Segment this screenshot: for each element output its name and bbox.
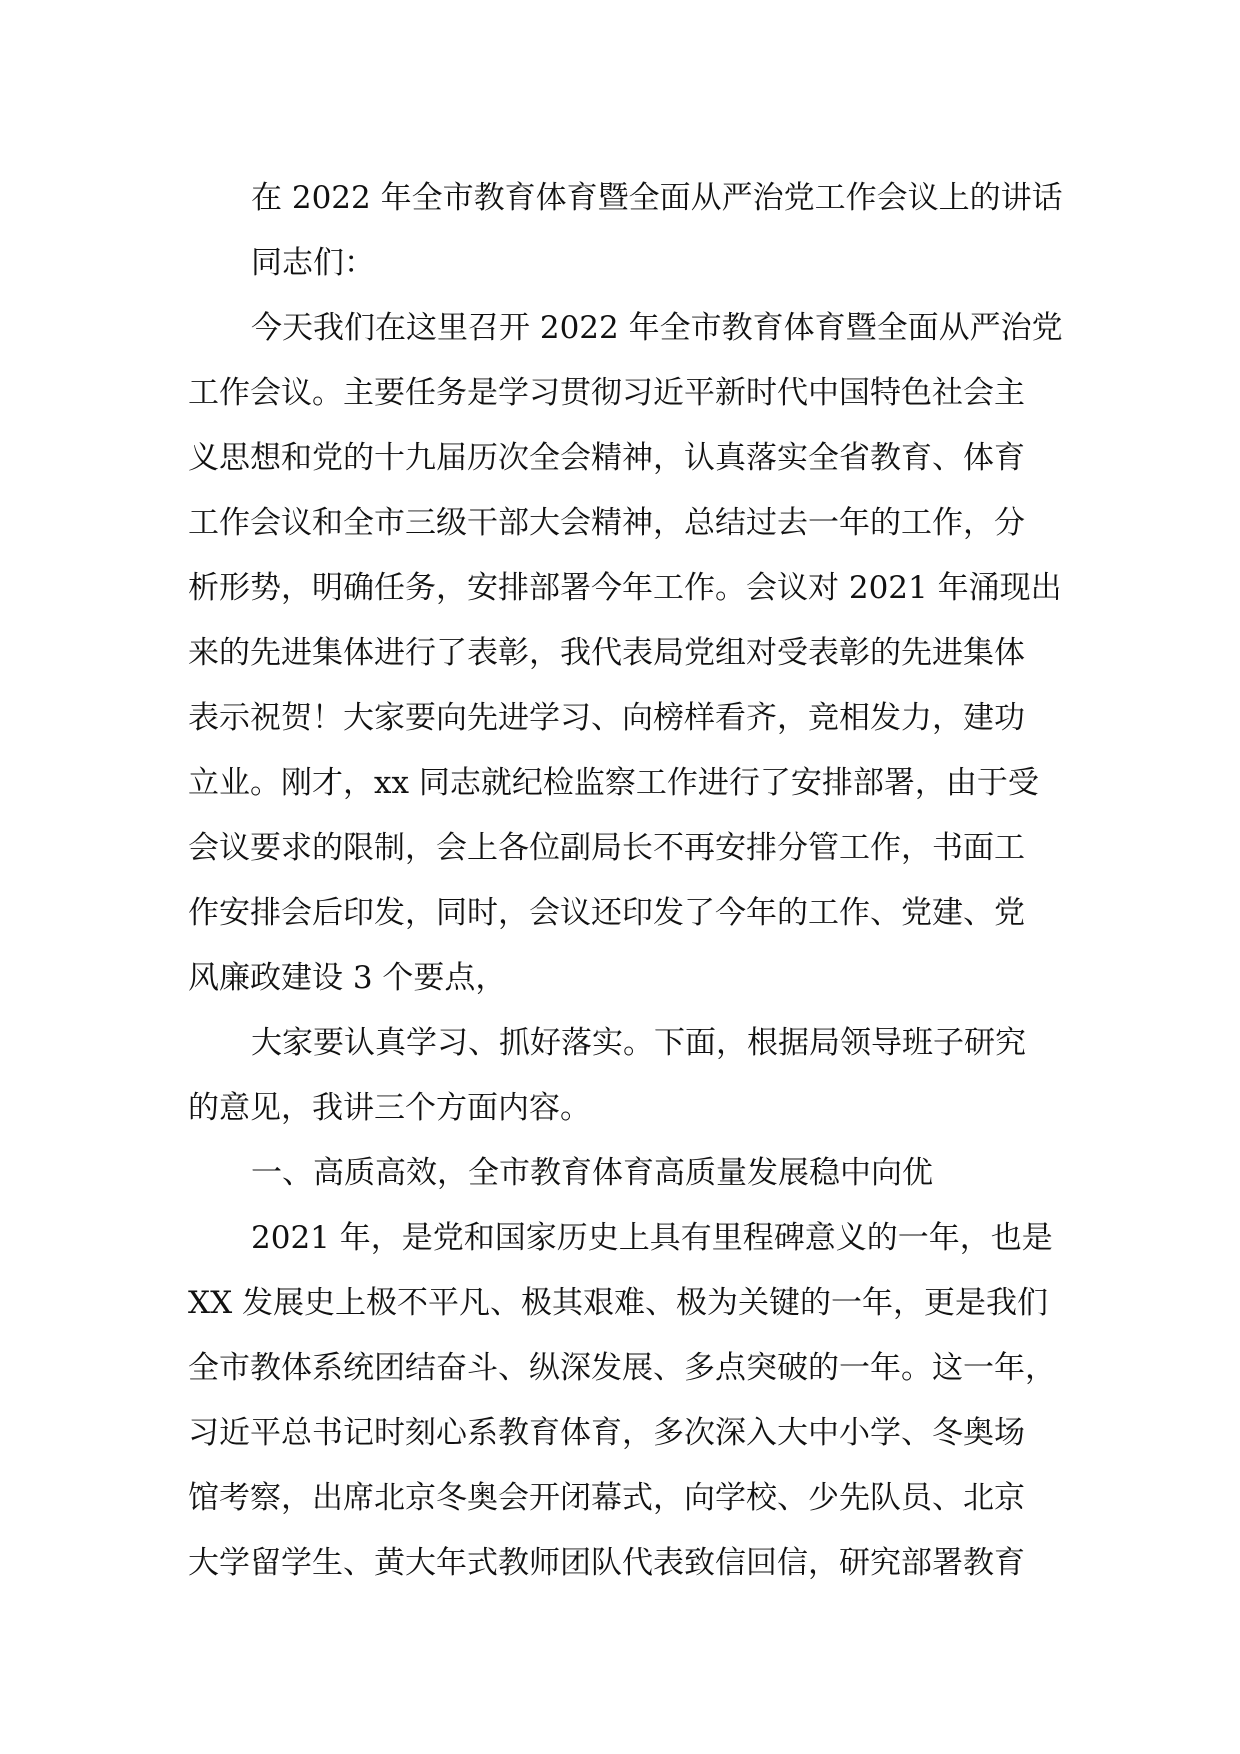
paragraph-line: 工作会议和全市三级干部大会精神，总结过去一年的工作，分: [188, 505, 1025, 541]
paragraph-line: 全市教体系统团结奋斗、纵深发展、多点突破的一年。这一年，: [188, 1350, 1056, 1386]
paragraph-line: 2021 年，是党和国家历史上具有里程碑意义的一年，也是: [251, 1220, 1053, 1256]
paragraph-line: 工作会议。主要任务是学习贯彻习近平新时代中国特色社会主: [188, 375, 1025, 411]
paragraph-line: XX 发展史上极不平凡、极其艰难、极为关键的一年，更是我们: [188, 1285, 1048, 1321]
paragraph-line: 习近平总书记时刻心系教育体育，多次深入大中小学、冬奥场: [188, 1415, 1025, 1451]
paragraph-line: 风廉政建设 3 个要点，: [188, 960, 507, 996]
paragraph-line: 义思想和党的十九届历次全会精神，认真落实全省教育、体育: [188, 440, 1025, 476]
paragraph-line: 今天我们在这里召开 2022 年全市教育体育暨全面从严治党: [251, 310, 1063, 346]
paragraph-line: 大学留学生、黄大年式教师团队代表致信回信，研究部署教育: [188, 1545, 1025, 1581]
paragraph-line: 会议要求的限制，会上各位副局长不再安排分管工作，书面工: [188, 830, 1025, 866]
paragraph-line: 的意见，我讲三个方面内容。: [188, 1090, 591, 1126]
paragraph-line: 析形势，明确任务，安排部署今年工作。会议对 2021 年涌现出: [188, 570, 1062, 606]
paragraph-line: 大家要认真学习、抓好落实。下面，根据局领导班子研究: [251, 1025, 1026, 1061]
paragraph-line: 作安排会后印发，同时，会议还印发了今年的工作、党建、党: [188, 895, 1025, 931]
paragraph-line: 来的先进集体进行了表彰，我代表局党组对受表彰的先进集体: [188, 635, 1025, 671]
paragraph-line: 表示祝贺！大家要向先进学习、向榜样看齐，竞相发力，建功: [188, 700, 1025, 736]
document-body: [188, 166, 1063, 1596]
section-heading: 一、高质高效，全市教育体育高质量发展稳中向优: [251, 1155, 933, 1191]
salutation: 同志们：: [251, 245, 375, 281]
paragraph-line: 立业。刚才，xx 同志就纪检监察工作进行了安排部署，由于受: [188, 765, 1039, 801]
speech-title: 在 2022 年全市教育体育暨全面从严治党工作会议上的讲话: [251, 180, 1063, 216]
paragraph-line: 馆考察，出席北京冬奥会开闭幕式，向学校、少先队员、北京: [188, 1480, 1025, 1516]
